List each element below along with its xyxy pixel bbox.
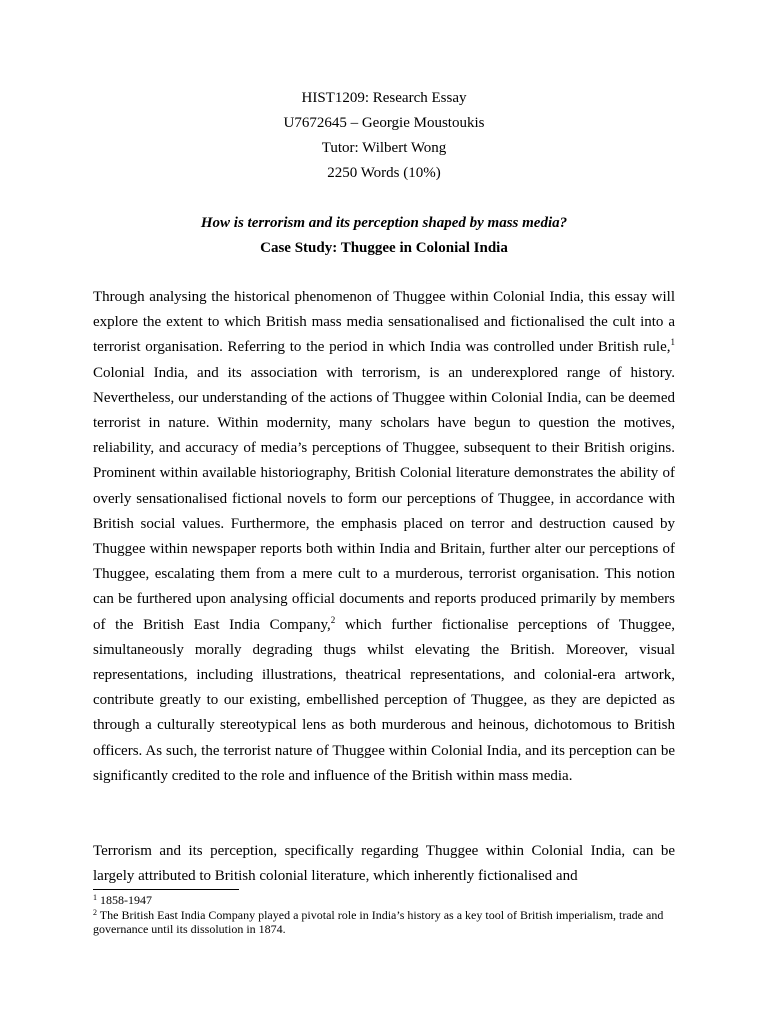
footnotes xyxy=(93,893,675,937)
body-paragraph-1 xyxy=(93,285,675,789)
word-count-line: 2250 Words (10%) xyxy=(327,165,441,181)
case-study-title: Case Study: Thuggee in Colonial India xyxy=(260,240,508,256)
student-line: U7672645 – Georgie Moustoukis xyxy=(283,115,485,131)
footnote-2-number: 2 xyxy=(93,907,97,917)
footnote-1-text: 1858-1947 xyxy=(97,893,152,907)
footnote-2-text: The British East India Company played a pivotal role in India’s history as a key tool of British imperialism, trade and governance until its dissolution in 1874. xyxy=(93,907,664,936)
essay-title xyxy=(0,211,768,261)
footnote-ref-1: 1 xyxy=(670,337,675,348)
paragraph-1-text-c: which further fictionalise perceptions of Thuggee, simultaneously morally degrading thugs whilst elevating the British. Moreover, visual representations, including illustrations, theatrical representations, and colonial-era artwork, contribute greatly to our existing, embellished perception of Thuggee, as they are depicted as through a culturally stereotypical lens as both murderous and heinous, dichotomous to British officers. As such, the terrorist nature of Thuggee within Colonial India, and its perception can be significantly credited to the role and influence of the British within mass media. xyxy=(93,616,675,784)
footnote-1-number: 1 xyxy=(93,893,97,902)
footnote-ref-2: 2 xyxy=(330,614,336,625)
body-paragraph-2 xyxy=(93,839,675,889)
essay-question: How is terrorism and its perception shaped by mass media? xyxy=(200,215,568,231)
paragraph-1-text-b: Colonial India, and its association with terrorism, is an underexplored range of history. Nevertheless, our understanding of the actions of Thuggee within Colonial India, can be deemed terrorist in nature. Within modernity, many scholars have begun to question the motives, reliability, and accuracy of media’s perceptions of Thuggee, subsequent to their British origins. Prominent within available historiography, British Colonial literature demonstrates the ability of overly sensationalised fictional novels to form our perceptions of Thuggee, in accordance with British social values. Furthermore, the emphasis placed on terror and destruction caused by Thuggee within newspaper reports both within India and Britain, further alter our perceptions of Thuggee, escalating them from a mere cult to a murderous, terrorist organisation. This notion can be furthered upon analysing official documents and reports produced primarily by members of the British East India Company, xyxy=(93,364,675,633)
essay-header xyxy=(0,86,768,186)
tutor-line: Tutor: Wilbert Wong xyxy=(321,140,447,156)
paragraph-1-text-a: Through analysing the historical phenomenon of Thuggee within Colonial India, this essay will explore the extent to which British mass media sensationalised and fictionalised the cult into a terrorist organisation. Referring to the period in which India was controlled under British rule, xyxy=(93,289,675,356)
course-line: HIST1209: Research Essay xyxy=(301,90,467,106)
footnote-2 xyxy=(93,908,675,937)
footnote-1 xyxy=(93,893,675,908)
footnote-separator xyxy=(93,889,239,890)
paragraph-2-text: Terrorism and its perception, specifically regarding Thuggee within Colonial India, can be largely attributed to British colonial literature, which inherently fictionalised and xyxy=(93,843,675,885)
